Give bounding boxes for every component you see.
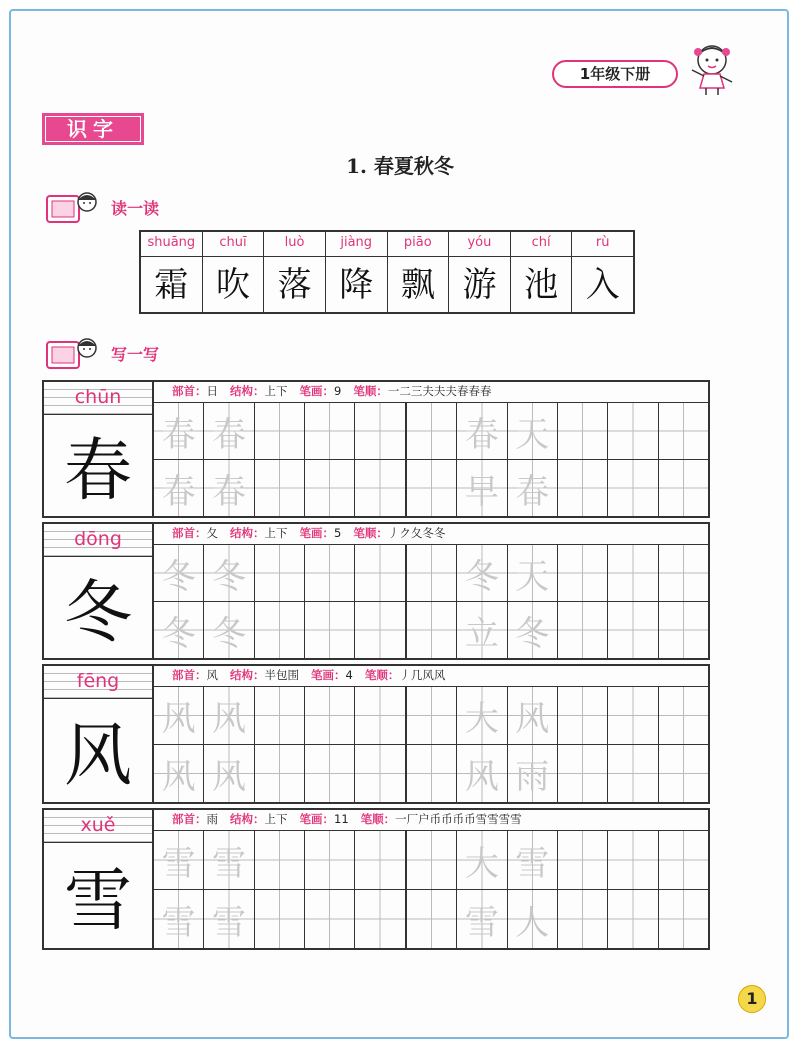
practice-cell[interactable] <box>558 831 608 889</box>
order-label: 笔顺： <box>353 526 388 540</box>
read-char: 吹 <box>215 265 250 305</box>
char-glyph: 风 <box>63 717 132 796</box>
char-glyph: 春 <box>63 432 132 511</box>
structure-value: 半包围 <box>264 668 299 682</box>
read-cell <box>511 232 573 312</box>
practice-cell[interactable]: 冬 <box>508 602 558 658</box>
practice-area <box>154 524 708 658</box>
read-cell <box>141 232 203 312</box>
practice-cell[interactable]: 人 <box>508 890 558 948</box>
strokes-label: 笔画： <box>299 384 334 398</box>
practice-cell[interactable] <box>659 831 708 889</box>
practice-cell[interactable] <box>608 403 658 459</box>
practice-cell[interactable] <box>558 687 608 744</box>
structure-label: 结构： <box>230 668 265 682</box>
practice-cell[interactable]: 春 <box>204 460 254 516</box>
practice-cell[interactable]: 冬 <box>204 545 254 601</box>
practice-cell[interactable]: 冬 <box>154 545 204 601</box>
practice-cell[interactable] <box>407 602 457 658</box>
char-glyph: 冬 <box>63 574 132 653</box>
practice-cell[interactable]: 雪 <box>154 831 204 889</box>
practice-cell[interactable]: 早 <box>457 460 507 516</box>
practice-cell[interactable] <box>407 831 457 889</box>
strokes-value: 5 <box>334 526 342 540</box>
practice-cell[interactable] <box>659 745 708 802</box>
radical-value: 夂 <box>206 526 218 540</box>
practice-area <box>154 666 708 802</box>
girl-mascot-icon <box>682 38 742 98</box>
practice-cell[interactable]: 冬 <box>204 602 254 658</box>
strokes-value: 9 <box>334 384 342 398</box>
practice-cell[interactable] <box>608 545 658 601</box>
practice-cell[interactable] <box>558 602 608 658</box>
practice-cell[interactable] <box>608 460 658 516</box>
practice-cell[interactable] <box>305 687 355 744</box>
practice-cell[interactable] <box>255 687 305 744</box>
strokes-value: 11 <box>334 812 349 826</box>
practice-cell[interactable] <box>305 831 355 889</box>
practice-cell[interactable] <box>407 545 457 601</box>
read-pinyin: yóu <box>449 232 510 257</box>
practice-cell[interactable] <box>608 602 658 658</box>
practice-cell[interactable]: 雪 <box>204 890 254 948</box>
read-cell <box>388 232 450 312</box>
radical-label: 部首： <box>172 384 207 398</box>
radical-value: 雨 <box>206 812 218 826</box>
practice-cell[interactable]: 春 <box>204 403 254 459</box>
char-card <box>44 524 154 658</box>
practice-cell[interactable]: 春 <box>457 403 507 459</box>
practice-row <box>154 687 708 745</box>
grade-badge: 1年级下册 <box>552 60 678 88</box>
practice-cell[interactable] <box>355 831 406 889</box>
practice-cell[interactable] <box>608 745 658 802</box>
strokes-label: 笔画： <box>299 526 334 540</box>
char-pinyin: fēng <box>44 666 152 699</box>
strokes-label: 笔画： <box>299 812 334 826</box>
practice-cell[interactable]: 春 <box>508 460 558 516</box>
practice-cell[interactable] <box>255 403 305 459</box>
practice-cell[interactable]: 风 <box>204 687 254 744</box>
read-pinyin: piāo <box>388 232 449 257</box>
practice-cell[interactable]: 雨 <box>508 745 558 802</box>
reading-kid-icon <box>45 190 101 224</box>
read-pinyin: shuāng <box>141 232 202 257</box>
write-heading <box>45 336 159 370</box>
practice-cell[interactable] <box>558 745 608 802</box>
practice-cell[interactable] <box>305 403 355 459</box>
order-value: 一厂户币币币币雪雪雪雪 <box>395 812 522 826</box>
practice-cell[interactable] <box>407 745 457 802</box>
read-char: 游 <box>462 265 497 305</box>
structure-value: 上下 <box>264 384 288 398</box>
practice-cell[interactable] <box>407 460 457 516</box>
practice-cell[interactable] <box>659 687 708 744</box>
practice-cell[interactable]: 雪 <box>457 890 507 948</box>
practice-cell[interactable] <box>255 890 305 948</box>
char-card <box>44 666 154 802</box>
practice-row <box>154 831 708 890</box>
order-value: 丿ク夂冬冬 <box>387 526 446 540</box>
read-cell <box>326 232 388 312</box>
order-value: 一二三夫夫夫春春春 <box>387 384 492 398</box>
practice-cell[interactable] <box>659 460 708 516</box>
practice-cell[interactable]: 立 <box>457 602 507 658</box>
practice-cell[interactable] <box>355 745 406 802</box>
structure-label: 结构： <box>230 384 265 398</box>
read-pinyin: jiàng <box>326 232 387 257</box>
practice-cell[interactable] <box>608 831 658 889</box>
practice-cell[interactable]: 风 <box>508 687 558 744</box>
practice-cell[interactable]: 春 <box>154 460 204 516</box>
practice-cell[interactable]: 风 <box>154 745 204 802</box>
practice-cell[interactable]: 雪 <box>204 831 254 889</box>
practice-row <box>154 602 708 658</box>
write-block <box>42 380 710 518</box>
order-value: 丿几风风 <box>399 668 446 682</box>
char-pinyin: dōng <box>44 524 152 557</box>
char-info <box>154 524 708 545</box>
practice-cell[interactable] <box>355 545 406 601</box>
practice-cell[interactable] <box>407 687 457 744</box>
practice-cell[interactable] <box>305 545 355 601</box>
radical-value: 日 <box>206 384 218 398</box>
practice-cell[interactable] <box>355 403 406 459</box>
structure-value: 上下 <box>264 526 288 540</box>
practice-cell[interactable] <box>255 545 305 601</box>
read-pinyin: luò <box>264 232 325 257</box>
char-info <box>154 810 708 831</box>
char-pinyin: xuě <box>44 810 152 843</box>
char-glyph: 雪 <box>63 862 132 941</box>
practice-area <box>154 382 708 516</box>
practice-cell[interactable] <box>659 403 708 459</box>
practice-cell[interactable] <box>355 602 406 658</box>
read-char: 入 <box>585 265 620 305</box>
practice-cell[interactable] <box>407 403 457 459</box>
practice-cell[interactable] <box>659 545 708 601</box>
structure-label: 结构： <box>230 812 265 826</box>
strokes-label: 笔画： <box>311 668 346 682</box>
practice-cell[interactable]: 天 <box>508 545 558 601</box>
practice-cell[interactable]: 冬 <box>457 545 507 601</box>
read-char: 落 <box>277 265 312 305</box>
practice-cell[interactable] <box>355 687 406 744</box>
radical-label: 部首： <box>172 668 207 682</box>
read-table <box>139 230 635 314</box>
char-info <box>154 382 708 403</box>
practice-cell[interactable]: 雪 <box>508 831 558 889</box>
practice-cell[interactable] <box>305 602 355 658</box>
read-cell <box>203 232 265 312</box>
read-char: 降 <box>339 265 374 305</box>
practice-row <box>154 545 708 602</box>
structure-label: 结构： <box>230 526 265 540</box>
practice-cell[interactable]: 风 <box>154 687 204 744</box>
practice-cell[interactable] <box>255 745 305 802</box>
order-label: 笔顺： <box>364 668 400 682</box>
practice-cell[interactable] <box>659 890 708 948</box>
radical-label: 部首： <box>172 812 207 826</box>
practice-row <box>154 745 708 802</box>
write-block <box>42 664 710 804</box>
writing-kid-icon <box>45 336 101 370</box>
strokes-value: 4 <box>345 668 353 682</box>
practice-cell[interactable]: 冬 <box>154 602 204 658</box>
practice-cell[interactable] <box>255 460 305 516</box>
read-char: 霜 <box>154 265 189 305</box>
practice-cell[interactable]: 春 <box>154 403 204 459</box>
char-pinyin: chūn <box>44 382 152 415</box>
read-char: 飘 <box>400 265 435 305</box>
practice-cell[interactable] <box>255 602 305 658</box>
read-heading-label: 读一读 <box>111 198 160 218</box>
practice-row <box>154 890 708 948</box>
write-block <box>42 522 710 660</box>
practice-cell[interactable]: 雪 <box>154 890 204 948</box>
practice-cell[interactable] <box>305 460 355 516</box>
read-char: 池 <box>524 265 559 305</box>
read-pinyin: chuī <box>203 232 264 257</box>
order-label: 笔顺： <box>353 384 388 398</box>
radical-value: 风 <box>206 668 218 682</box>
practice-cell[interactable] <box>608 687 658 744</box>
practice-cell[interactable]: 风 <box>204 745 254 802</box>
practice-cell[interactable]: 天 <box>508 403 558 459</box>
order-label: 笔顺： <box>360 812 396 826</box>
read-cell <box>572 232 633 312</box>
practice-cell[interactable]: 大 <box>457 687 507 744</box>
read-pinyin: rù <box>572 232 633 257</box>
char-info <box>154 666 708 687</box>
practice-area <box>154 810 708 948</box>
practice-cell[interactable]: 风 <box>457 745 507 802</box>
practice-cell[interactable] <box>355 890 406 948</box>
practice-cell[interactable] <box>355 460 406 516</box>
practice-cell[interactable] <box>558 460 608 516</box>
write-block <box>42 808 710 950</box>
practice-cell[interactable]: 大 <box>457 831 507 889</box>
practice-cell[interactable] <box>558 403 608 459</box>
read-cell <box>264 232 326 312</box>
practice-cell[interactable] <box>558 545 608 601</box>
char-card <box>44 810 154 948</box>
radical-label: 部首： <box>172 526 207 540</box>
practice-cell[interactable] <box>255 831 305 889</box>
read-pinyin: chí <box>511 232 572 257</box>
read-heading <box>45 190 159 224</box>
write-heading-label: 写一写 <box>111 344 160 364</box>
practice-cell[interactable] <box>608 890 658 948</box>
practice-cell[interactable] <box>659 602 708 658</box>
practice-cell[interactable] <box>305 745 355 802</box>
practice-row <box>154 403 708 460</box>
section-tag: 识字 <box>42 113 144 145</box>
practice-cell[interactable] <box>407 890 457 948</box>
practice-cell[interactable] <box>305 890 355 948</box>
practice-row <box>154 460 708 516</box>
page-number: 1 <box>738 985 766 1013</box>
lesson-title: 1. 春夏秋冬 <box>346 154 454 178</box>
char-card <box>44 382 154 516</box>
read-cell <box>449 232 511 312</box>
structure-value: 上下 <box>264 812 288 826</box>
practice-cell[interactable] <box>558 890 608 948</box>
